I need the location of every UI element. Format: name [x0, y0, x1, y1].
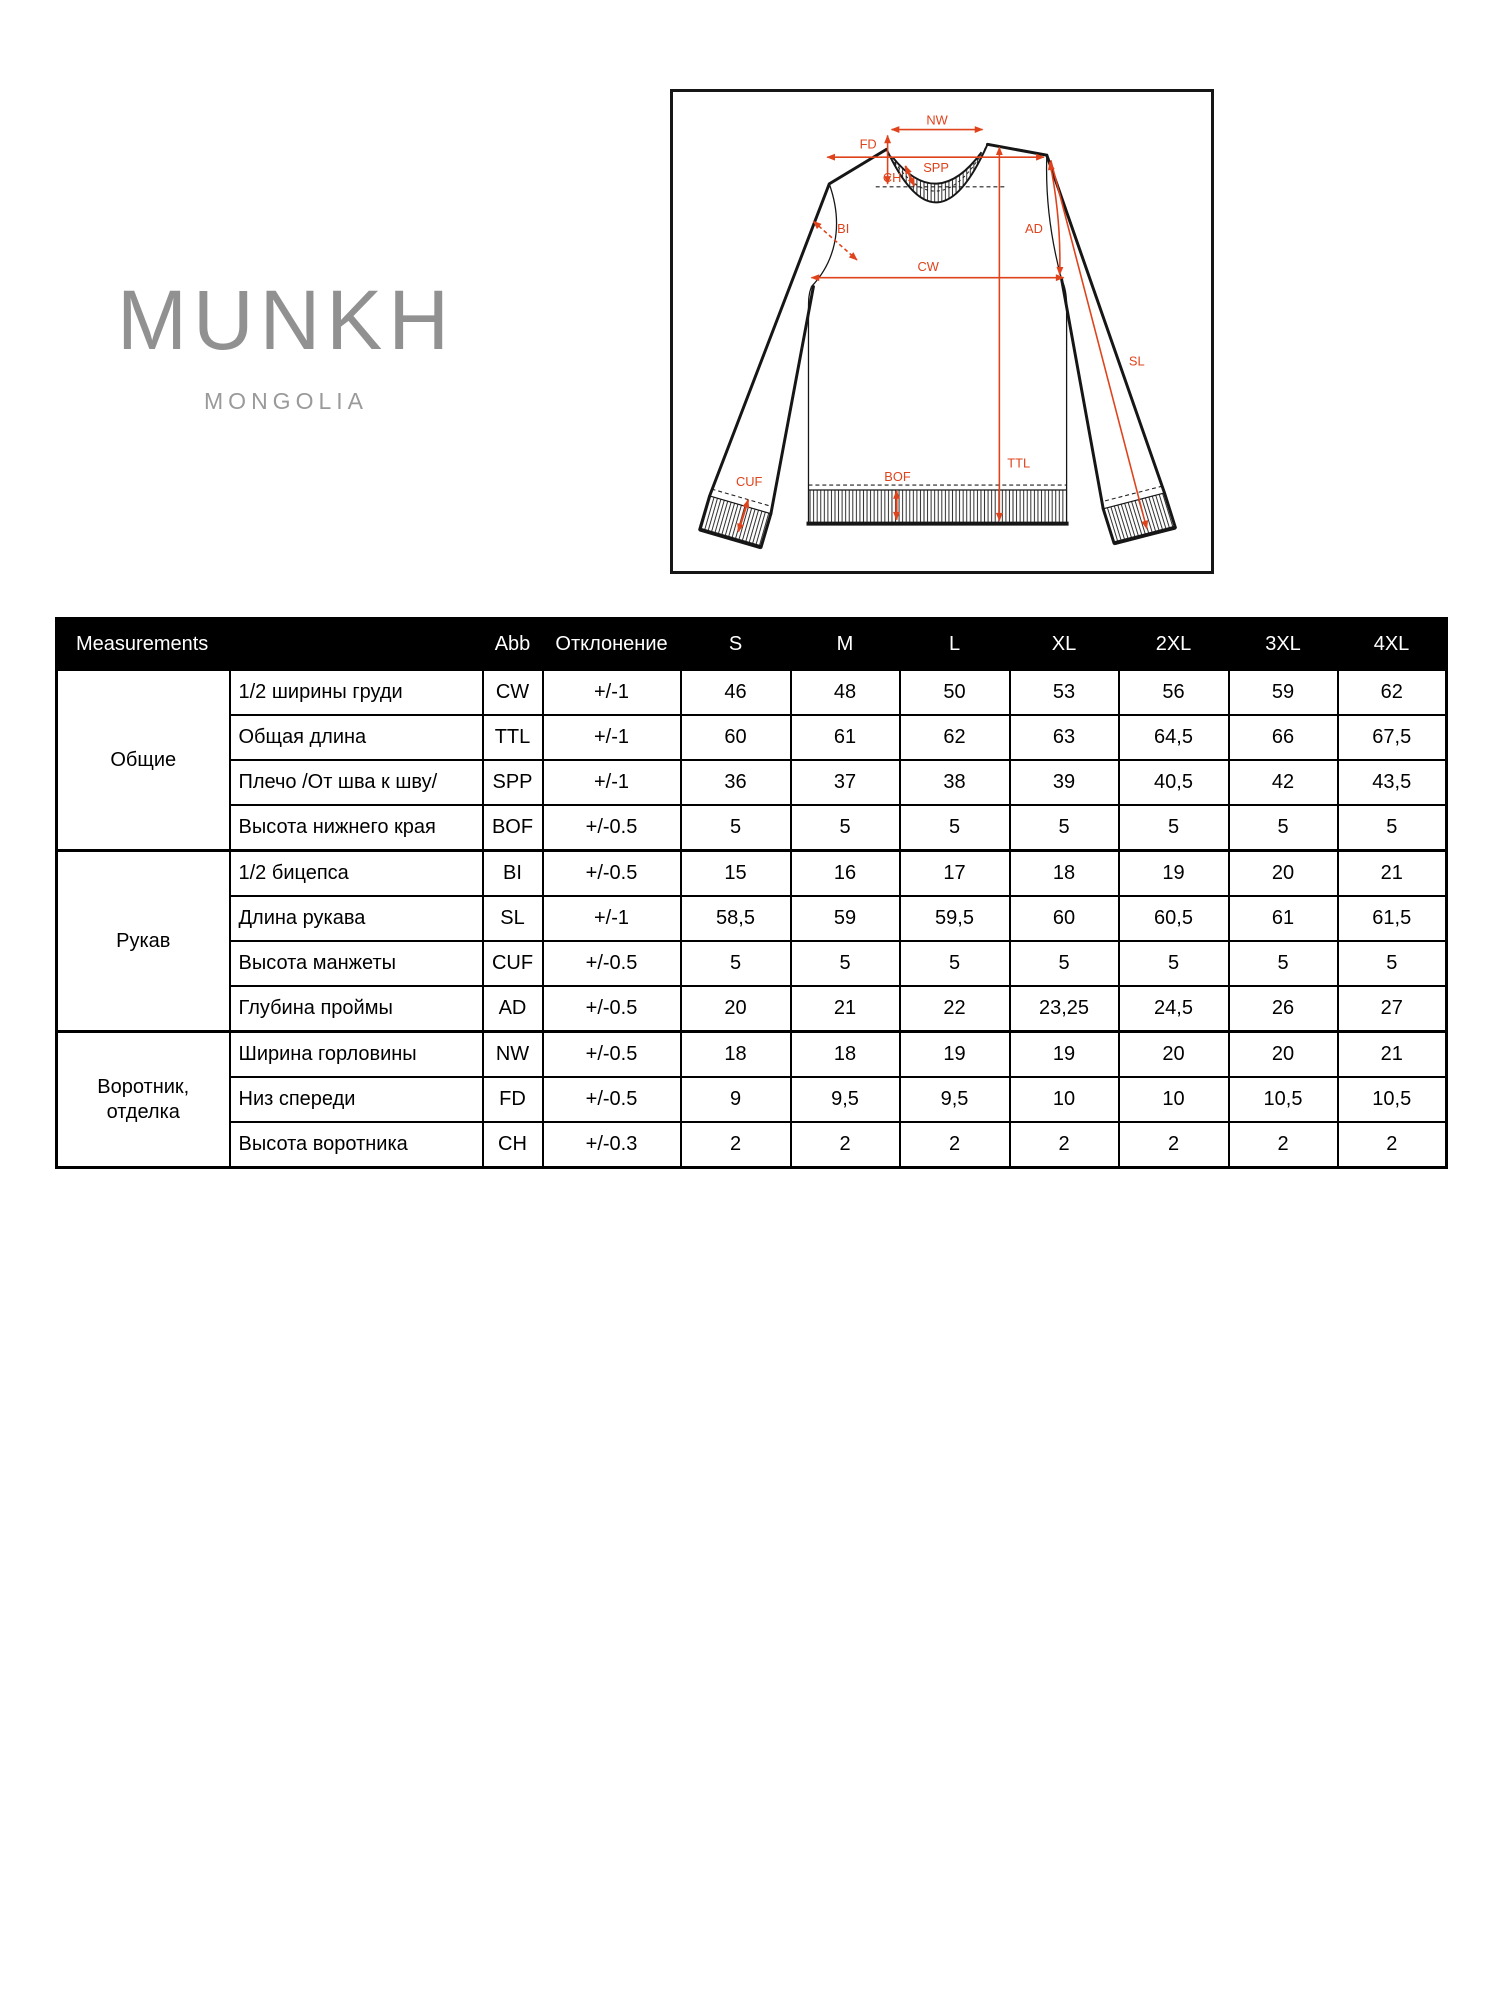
header-size-l: L [900, 619, 1010, 670]
value-cell: 2 [900, 1122, 1010, 1168]
value-cell: 61 [791, 715, 900, 760]
group-label-collar: Воротник, отделка [57, 1032, 230, 1168]
table-row [57, 760, 1447, 805]
table-row [57, 986, 1447, 1032]
value-cell: 10,5 [1338, 1077, 1447, 1122]
value-cell: 9,5 [900, 1077, 1010, 1122]
group-label-general: Общие [57, 670, 230, 851]
value-cell: 19 [1010, 1032, 1119, 1078]
abb-cell: SL [483, 896, 543, 941]
value-cell: 60 [1010, 896, 1119, 941]
value-cell: 62 [1338, 670, 1447, 716]
measurement-name: Высота воротника [230, 1122, 483, 1168]
hem-ribbing [808, 490, 1066, 523]
measurement-name: Длина рукава [230, 896, 483, 941]
value-cell: 46 [681, 670, 791, 716]
value-cell: 64,5 [1119, 715, 1229, 760]
value-cell: 20 [1229, 1032, 1338, 1078]
value-cell: 48 [791, 670, 900, 716]
header-size-xl: XL [1010, 619, 1119, 670]
value-cell: 22 [900, 986, 1010, 1032]
value-cell: 17 [900, 851, 1010, 897]
value-cell: 59 [791, 896, 900, 941]
value-cell: 26 [1229, 986, 1338, 1032]
value-cell: 19 [1119, 851, 1229, 897]
size-chart-table [55, 617, 1448, 1169]
value-cell: 43,5 [1338, 760, 1447, 805]
value-cell: 5 [1010, 941, 1119, 986]
measurement-name: Плечо /От шва к шву/ [230, 760, 483, 805]
measurement-name: 1/2 ширины груди [230, 670, 483, 716]
header-abb: Abb [483, 619, 543, 670]
value-cell: 18 [681, 1032, 791, 1078]
value-cell: 21 [1338, 851, 1447, 897]
table-row [57, 1077, 1447, 1122]
value-cell: 53 [1010, 670, 1119, 716]
tolerance-cell: +/-1 [543, 670, 681, 716]
sweater-measurement-diagram [670, 89, 1214, 574]
table-row [57, 941, 1447, 986]
measurement-name: Глубина проймы [230, 986, 483, 1032]
value-cell: 20 [1119, 1032, 1229, 1078]
value-cell: 5 [1338, 941, 1447, 986]
brand-logo [100, 273, 472, 415]
value-cell: 10,5 [1229, 1077, 1338, 1122]
tolerance-cell: +/-1 [543, 896, 681, 941]
header-measurements: Measurements [57, 619, 483, 670]
value-cell: 59 [1229, 670, 1338, 716]
value-cell: 63 [1010, 715, 1119, 760]
abb-cell: AD [483, 986, 543, 1032]
abb-cell: NW [483, 1032, 543, 1078]
value-cell: 15 [681, 851, 791, 897]
value-cell: 5 [1119, 941, 1229, 986]
tolerance-cell: +/-1 [543, 760, 681, 805]
ch-label: CH [882, 169, 902, 185]
table-row [57, 851, 1447, 897]
value-cell: 5 [791, 941, 900, 986]
value-cell: 20 [1229, 851, 1338, 897]
cuf-label: CUF [735, 474, 763, 490]
abb-cell: FD [483, 1077, 543, 1122]
value-cell: 5 [681, 805, 791, 851]
value-cell: 50 [900, 670, 1010, 716]
value-cell: 5 [791, 805, 900, 851]
cw-label: CW [917, 258, 939, 274]
value-cell: 20 [681, 986, 791, 1032]
value-cell: 5 [1119, 805, 1229, 851]
value-cell: 5 [900, 805, 1010, 851]
tolerance-cell: +/-0.3 [543, 1122, 681, 1168]
value-cell: 21 [1338, 1032, 1447, 1078]
value-cell: 37 [791, 760, 900, 805]
value-cell: 2 [1119, 1122, 1229, 1168]
group-label-sleeve: Рукав [57, 851, 230, 1032]
value-cell: 61,5 [1338, 896, 1447, 941]
tolerance-cell: +/-0.5 [543, 1032, 681, 1078]
table-row [57, 670, 1447, 716]
abb-cell: CUF [483, 941, 543, 986]
table-header-row [57, 619, 1447, 670]
tolerance-cell: +/-0.5 [543, 805, 681, 851]
table-row [57, 1032, 1447, 1078]
value-cell: 59,5 [900, 896, 1010, 941]
value-cell: 2 [791, 1122, 900, 1168]
value-cell: 58,5 [681, 896, 791, 941]
header-size-4xl: 4XL [1338, 619, 1447, 670]
value-cell: 67,5 [1338, 715, 1447, 760]
nw-label: NW [926, 112, 948, 128]
bi-label: BI [837, 221, 850, 237]
tolerance-cell: +/-0.5 [543, 1077, 681, 1122]
value-cell: 16 [791, 851, 900, 897]
value-cell: 40,5 [1119, 760, 1229, 805]
measurement-name: Высота манжеты [230, 941, 483, 986]
measurement-name: Общая длина [230, 715, 483, 760]
table-row [57, 896, 1447, 941]
value-cell: 2 [1010, 1122, 1119, 1168]
abb-cell: BOF [483, 805, 543, 851]
header-size-s: S [681, 619, 791, 670]
value-cell: 18 [791, 1032, 900, 1078]
value-cell: 5 [681, 941, 791, 986]
fd-label: FD [859, 136, 877, 152]
tolerance-cell: +/-0.5 [543, 941, 681, 986]
table-row [57, 1122, 1447, 1168]
value-cell: 2 [681, 1122, 791, 1168]
header-size-m: M [791, 619, 900, 670]
tolerance-cell: +/-1 [543, 715, 681, 760]
value-cell: 5 [900, 941, 1010, 986]
measurement-name: 1/2 бицепса [230, 851, 483, 897]
value-cell: 10 [1119, 1077, 1229, 1122]
value-cell: 5 [1338, 805, 1447, 851]
value-cell: 56 [1119, 670, 1229, 716]
sweater-outline [700, 144, 1176, 547]
tolerance-cell: +/-0.5 [543, 986, 681, 1032]
value-cell: 2 [1338, 1122, 1447, 1168]
value-cell: 39 [1010, 760, 1119, 805]
brand-subtitle: MONGOLIA [204, 388, 368, 414]
value-cell: 19 [900, 1032, 1010, 1078]
value-cell: 24,5 [1119, 986, 1229, 1032]
value-cell: 62 [900, 715, 1010, 760]
value-cell: 66 [1229, 715, 1338, 760]
abb-cell: CH [483, 1122, 543, 1168]
spp-label: SPP [923, 160, 949, 175]
measurement-name: Ширина горловины [230, 1032, 483, 1078]
value-cell: 38 [900, 760, 1010, 805]
value-cell: 5 [1229, 805, 1338, 851]
header-size-3xl: 3XL [1229, 619, 1338, 670]
measurement-name: Низ спереди [230, 1077, 483, 1122]
value-cell: 5 [1229, 941, 1338, 986]
sl-label: SL [1128, 353, 1145, 369]
value-cell: 61 [1229, 896, 1338, 941]
measurement-name: Высота нижнего края [230, 805, 483, 851]
abb-cell: SPP [483, 760, 543, 805]
value-cell: 9,5 [791, 1077, 900, 1122]
value-cell: 18 [1010, 851, 1119, 897]
value-cell: 60 [681, 715, 791, 760]
value-cell: 36 [681, 760, 791, 805]
value-cell: 21 [791, 986, 900, 1032]
value-cell: 2 [1229, 1122, 1338, 1168]
bof-label: BOF [884, 469, 911, 485]
value-cell: 23,25 [1010, 986, 1119, 1032]
table-row [57, 715, 1447, 760]
value-cell: 60,5 [1119, 896, 1229, 941]
sweater-diagram-svg [673, 92, 1211, 571]
ttl-label: TTL [1007, 455, 1031, 471]
value-cell: 42 [1229, 760, 1338, 805]
abb-cell: TTL [483, 715, 543, 760]
header-size-2xl: 2XL [1119, 619, 1229, 670]
tolerance-cell: +/-0.5 [543, 851, 681, 897]
brand-name: MUNKH [117, 273, 455, 367]
value-cell: 9 [681, 1077, 791, 1122]
value-cell: 10 [1010, 1077, 1119, 1122]
value-cell: 5 [1010, 805, 1119, 851]
header-tolerance: Отклонение [543, 619, 681, 670]
ad-label: AD [1025, 221, 1043, 237]
table-row [57, 805, 1447, 851]
abb-cell: CW [483, 670, 543, 716]
abb-cell: BI [483, 851, 543, 897]
value-cell: 27 [1338, 986, 1447, 1032]
